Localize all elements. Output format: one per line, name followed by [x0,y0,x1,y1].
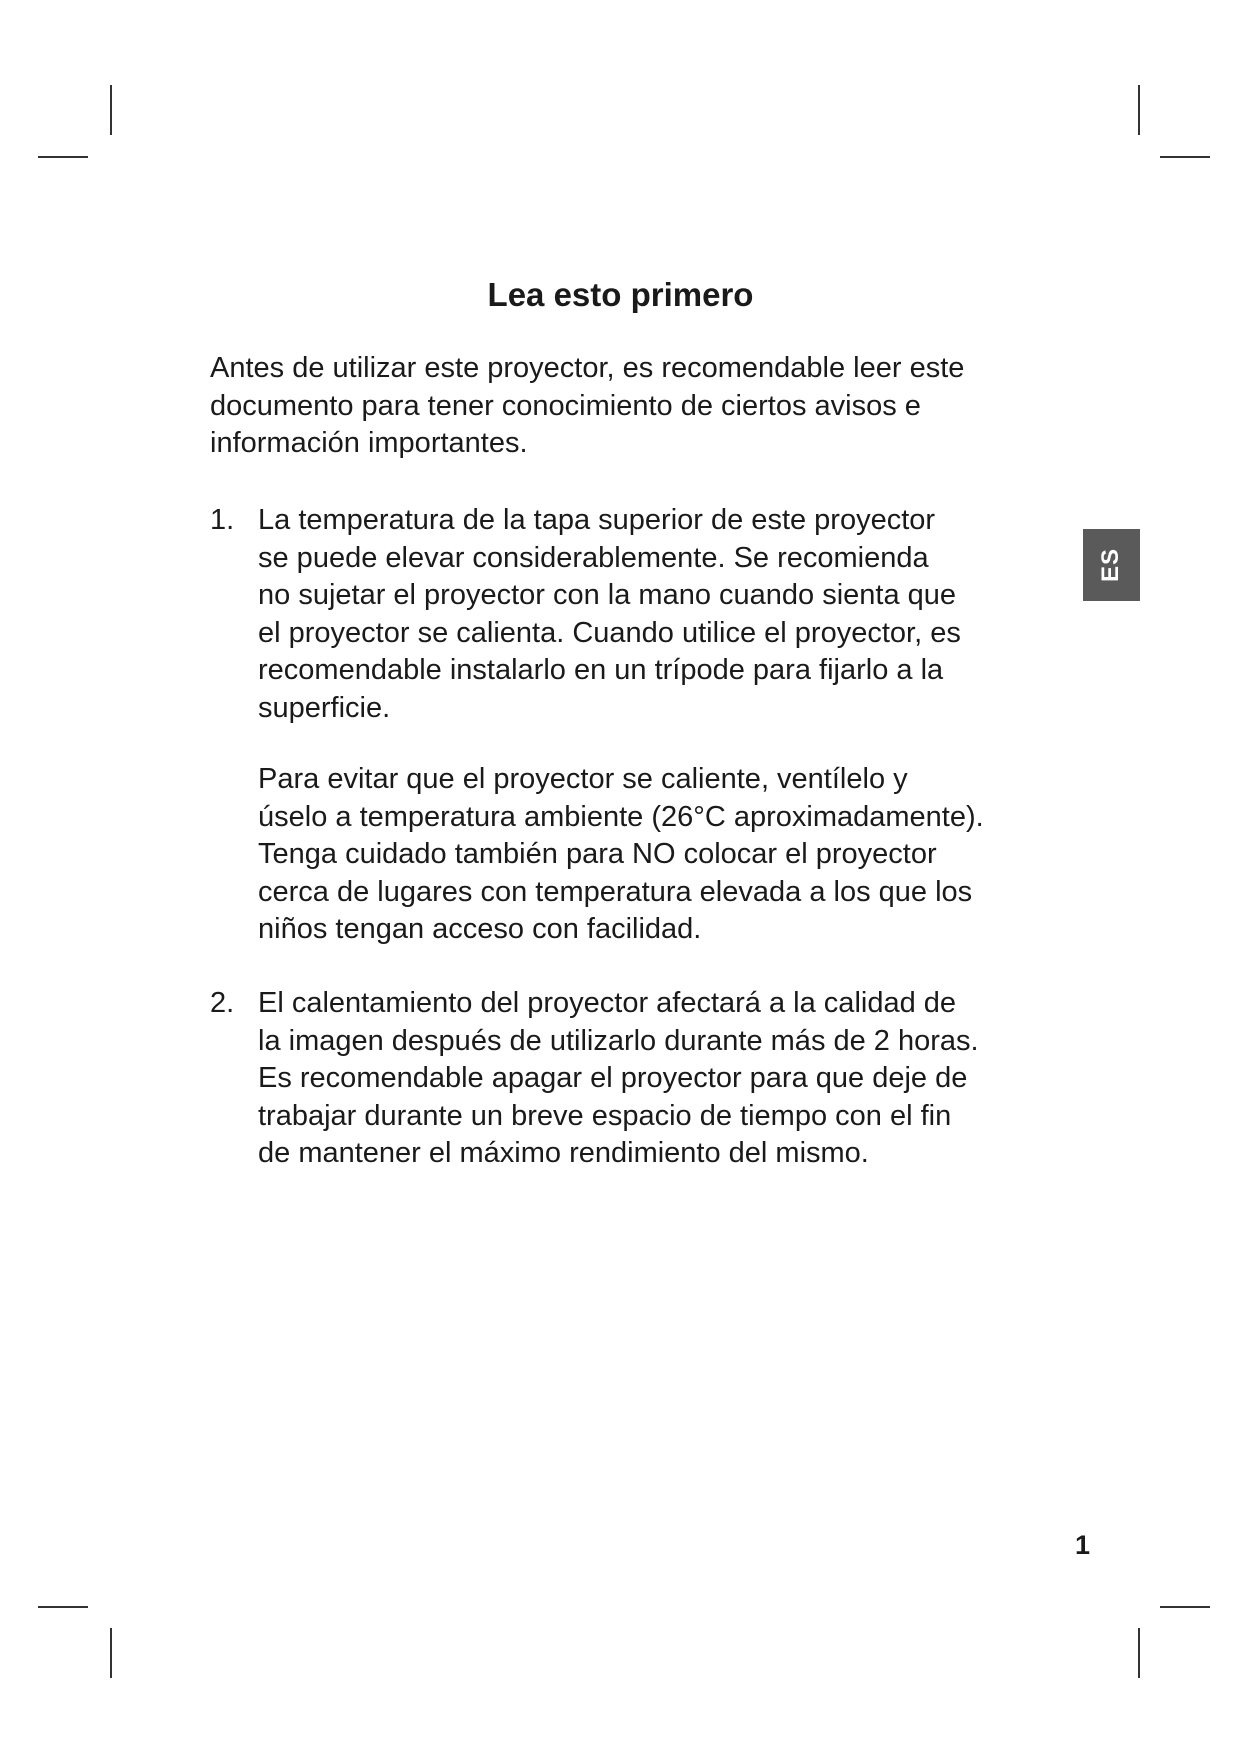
list-item-line: Tenga cuidado también para NO colocar el proyector [258,838,937,870]
list-item-line: La temperatura de la tapa superior de este proyector [258,504,936,536]
intro-line: documento para tener conocimiento de ciertos avisos e [210,389,921,422]
list-item-line: recomendable instalarlo en un trípode para fijarlo a la [258,654,944,686]
language-tab [1083,529,1140,601]
language-tab-label: ES [1097,547,1125,583]
list-item-line: Para evitar que el proyector se caliente, ventílelo y [258,763,908,795]
page-number: 1 [1074,1530,1090,1560]
list-item-line: niños tengan acceso con facilidad. [258,913,702,945]
intro-paragraph [210,350,964,463]
list-item-line: la imagen después de utilizarlo durante más de 2 horas. [258,1024,979,1057]
page-title: Lea esto primero [487,276,754,313]
list-item-number: 2. [210,987,235,1019]
list-item-line: de mantener el máximo rendimiento del mismo. [258,1137,869,1169]
list-item-line: úselo a temperatura ambiente (26°C aproximadamente). [258,800,984,833]
list-item-line: trabajar durante un breve espacio de tiempo con el fin [258,1099,952,1132]
list-item-line: se puede elevar considerablemente. Se recomienda [258,541,929,574]
list-item-line: cerca de lugares con temperatura elevada a los que los [258,875,973,908]
list-item-body [258,985,979,1173]
crop-mark-bottom-right-vertical [1138,1628,1140,1678]
list-item-body [258,502,961,727]
list-item-number: 1. [210,504,235,536]
intro-line: información importantes. [210,427,528,459]
list-item-line: no sujetar el proyector con la mano cuando sienta que [258,579,957,611]
intro-line: Antes de utilizar este proyector, es recomendable leer este [210,352,965,384]
crop-mark-top-left-vertical [110,85,112,135]
crop-mark-bottom-left-vertical [110,1628,112,1678]
crop-mark-top-left-horizontal [38,156,88,158]
crop-mark-top-right-vertical [1138,85,1140,135]
list-item-line: superficie. [258,691,391,724]
list-item-line: El calentamiento del proyector afectará a la calidad de [258,987,957,1019]
crop-mark-bottom-right-horizontal [1160,1606,1210,1608]
list-item-line: el proyector se calienta. Cuando utilice el proyector, es [258,616,961,649]
crop-mark-bottom-left-horizontal [38,1606,88,1608]
crop-mark-top-right-horizontal [1160,156,1210,158]
list-item-1-extra-paragraph [258,761,984,949]
list-item-line: Es recomendable apagar el proyector para que deje de [258,1062,968,1094]
